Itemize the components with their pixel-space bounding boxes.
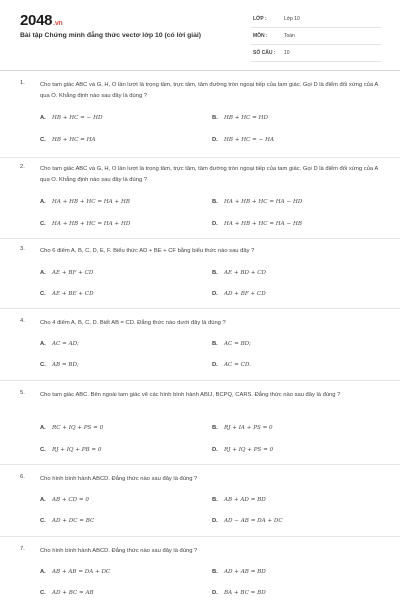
option-expression: HB + HC = − HD [52, 115, 103, 121]
option-expression: AB + AD = BD [224, 497, 266, 503]
option-a[interactable] [40, 497, 89, 503]
meta-row-subject [251, 30, 381, 45]
option-letter: C. [40, 362, 46, 368]
option-letter: C. [40, 447, 46, 453]
option-c[interactable] [40, 137, 96, 143]
option-expression: HA + HB + HC = HA + HB [52, 199, 130, 205]
option-letter: A. [40, 199, 46, 205]
option-expression: AE + BF + CD [52, 270, 94, 276]
option-letter: D. [212, 590, 218, 596]
logo-tld: .vn [53, 20, 63, 27]
option-expression: HB + HC = HA [52, 137, 96, 143]
option-letter: D. [212, 221, 218, 227]
question-text: Cho hình bình hành ABCD. Đẳng thức nào sau đây là đúng ? [40, 476, 198, 482]
option-letter: D. [212, 362, 218, 368]
option-letter: D. [212, 137, 218, 143]
option-expression: AD + DC = BC [52, 518, 95, 524]
option-letter: A. [40, 497, 46, 503]
option-b[interactable] [212, 569, 266, 575]
option-d[interactable] [212, 518, 283, 524]
question-text: Cho 6 điểm A, B, C, D, E, F. Biểu thức AD + BE + CF bằng biểu thức nào sau đây ? [40, 248, 255, 254]
meta-label: SỐ CÂU : [253, 50, 276, 56]
option-c[interactable] [40, 518, 94, 524]
option-letter: A. [40, 425, 46, 431]
meta-value: 10 [284, 50, 290, 56]
logo-text: 2048 [20, 12, 53, 29]
option-expression: AD + BF + CD [224, 291, 266, 297]
site-logo[interactable] [20, 12, 62, 29]
question-text: Cho tam giác ABC và G, H, O lần lượt là trọng tâm, trực tâm, tâm đường tròn ngoại tiếp của tam giác. Gọi D là điểm đối xứng của A qua O. Khẳng định nào sau đây là đúng ? [40, 82, 378, 99]
option-expression: AD + AB = BD [224, 569, 266, 575]
option-a[interactable] [40, 569, 110, 575]
option-a[interactable] [40, 341, 79, 347]
question-number: 6. [20, 474, 25, 480]
option-letter: B. [212, 425, 218, 431]
option-expression: RJ + IQ + PS = 0 [224, 447, 274, 453]
header [0, 0, 400, 64]
option-expression: AD − AB = DA + DC [224, 518, 283, 524]
header-divider [0, 70, 400, 71]
option-letter: B. [212, 199, 218, 205]
option-a[interactable] [40, 425, 103, 431]
question-number: 2. [20, 164, 25, 170]
option-d[interactable] [212, 221, 302, 227]
option-letter: B. [212, 341, 218, 347]
option-expression: RJ + IA + PS = 0 [224, 425, 273, 431]
option-letter: C. [40, 590, 46, 596]
option-a[interactable] [40, 270, 93, 276]
option-letter: D. [212, 291, 218, 297]
meta-label: LỚP : [253, 16, 267, 22]
question-divider [0, 238, 400, 239]
option-expression: AD + BC = AB [52, 590, 94, 596]
option-letter: D. [212, 447, 218, 453]
meta-row-count [251, 47, 381, 62]
option-c[interactable] [40, 590, 94, 596]
option-expression: HA + HB + HC = HA + HD [52, 221, 131, 227]
option-letter: B. [212, 497, 218, 503]
option-expression: HB + HC = HD [224, 115, 268, 121]
option-d[interactable] [212, 362, 251, 368]
option-letter: A. [40, 270, 46, 276]
option-c[interactable] [40, 362, 79, 368]
option-c[interactable] [40, 447, 101, 453]
question-text: Cho hình bình hành ABCD. Đẳng thức nào sau đây là đúng ? [40, 548, 198, 554]
meta-value: Toán [284, 33, 295, 39]
option-b[interactable] [212, 497, 266, 503]
question-number: 5. [20, 390, 25, 396]
question-number: 3. [20, 246, 25, 252]
option-d[interactable] [212, 447, 273, 453]
question-divider [0, 308, 400, 309]
option-letter: C. [40, 137, 46, 143]
option-expression: AC = BD; [224, 341, 252, 347]
option-d[interactable] [212, 137, 274, 143]
question-number: 1. [20, 80, 25, 86]
option-b[interactable] [212, 115, 268, 121]
option-letter: C. [40, 221, 46, 227]
option-c[interactable] [40, 221, 130, 227]
option-b[interactable] [212, 199, 302, 205]
option-letter: C. [40, 291, 46, 297]
option-d[interactable] [212, 590, 266, 596]
option-letter: C. [40, 518, 46, 524]
meta-value: Lớp 10 [284, 16, 300, 22]
option-expression: AB + AB = DA + DC [52, 569, 111, 575]
question-divider [0, 536, 400, 537]
meta-table [251, 13, 381, 64]
option-expression: RJ + IQ + PB = 0 [52, 447, 102, 453]
option-letter: B. [212, 115, 218, 121]
option-letter: A. [40, 115, 46, 121]
option-expression: HA + HB + HC = HA − HB [224, 221, 302, 227]
document-title: Bài tập Chứng minh đẳng thức vectơ lớp 10 (có lời giải) [20, 32, 202, 39]
option-expression: AB = BD; [52, 362, 79, 368]
question-text: Cho tam giác ABC và G, H, O lần lượt là trọng tâm, trực tâm, tâm đường tròn ngoại tiếp của tam giác. Gọi D là điểm đối xứng của A qua O. Khẳng định nào sau đây là đúng ? [40, 166, 378, 183]
option-letter: B. [212, 569, 218, 575]
option-b[interactable] [212, 270, 266, 276]
option-a[interactable] [40, 199, 130, 205]
meta-row-grade [251, 13, 381, 28]
option-letter: A. [40, 569, 46, 575]
option-expression: RC + IQ + PS = 0 [52, 425, 104, 431]
option-b[interactable] [212, 425, 273, 431]
option-a[interactable] [40, 115, 102, 121]
option-expression: AC = AD; [52, 341, 79, 347]
option-expression: BA + BC = BD [224, 590, 266, 596]
question-divider [0, 380, 400, 381]
option-letter: B. [212, 270, 218, 276]
option-b[interactable] [212, 341, 251, 347]
question-text: Cho tam giác ABC. Bên ngoài tam giác vẽ các hình bình hành ABIJ, BCPQ, CARS. Đẳng thức nào sau đây là đúng ? [40, 392, 341, 398]
option-letter: D. [212, 518, 218, 524]
option-letter: A. [40, 341, 46, 347]
option-d[interactable] [212, 291, 266, 297]
option-expression: HA + HB + HC = HA − HD [224, 199, 303, 205]
option-expression: AC = CD. [224, 362, 251, 368]
question-number: 7. [20, 546, 25, 552]
option-c[interactable] [40, 291, 94, 297]
meta-label: MÔN : [253, 33, 268, 39]
question-divider [0, 157, 400, 158]
option-expression: AE + BD + CD [224, 270, 266, 276]
option-expression: AB + CD = 0 [52, 497, 89, 503]
question-divider [0, 464, 400, 465]
option-expression: HB + HC = − HA [224, 137, 275, 143]
question-text: Cho 4 điểm A, B, C, D. Biết AB = CD. Đẳng thức nào dưới đây là đúng ? [40, 320, 226, 326]
option-expression: AE + BE + CD [52, 291, 94, 297]
question-number: 4. [20, 318, 25, 324]
